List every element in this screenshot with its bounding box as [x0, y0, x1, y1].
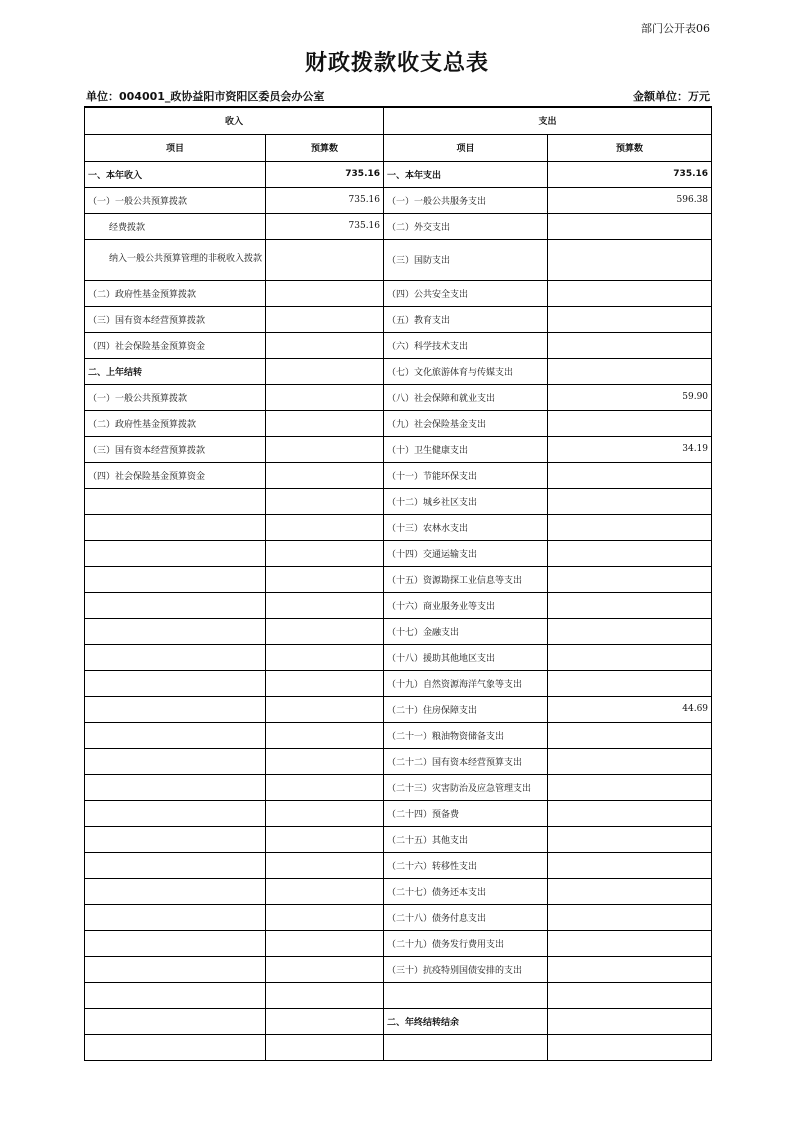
expense-budget-cell: 735.16 [548, 161, 712, 187]
income-item-cell [85, 514, 266, 540]
expense-budget-cell [548, 306, 712, 332]
income-budget-cell [266, 644, 384, 670]
income-item-cell [85, 852, 266, 878]
income-item-cell: （三）国有资本经营预算拨款 [85, 436, 266, 462]
expense-item-cell: （十一）节能环保支出 [384, 462, 548, 488]
expense-budget-cell [548, 826, 712, 852]
income-budget-cell [266, 436, 384, 462]
income-budget-cell [266, 592, 384, 618]
expense-item-cell: （十）卫生健康支出 [384, 436, 548, 462]
expense-item-cell: （一）一般公共服务支出 [384, 187, 548, 213]
expense-item-header: 项目 [384, 134, 548, 161]
table-row [85, 696, 712, 722]
expense-budget-cell [548, 592, 712, 618]
income-item-cell [85, 826, 266, 852]
table-row [85, 644, 712, 670]
expense-item-cell: （二十二）国有资本经营预算支出 [384, 748, 548, 774]
income-item-cell: （三）国有资本经营预算拨款 [85, 306, 266, 332]
expense-budget-cell [548, 800, 712, 826]
income-item-cell [85, 592, 266, 618]
expense-budget-cell [548, 644, 712, 670]
table-row [85, 280, 712, 306]
income-budget-cell [266, 462, 384, 488]
income-budget-cell [266, 618, 384, 644]
income-budget-cell [266, 358, 384, 384]
income-item-cell [85, 566, 266, 592]
expense-item-cell: （二十七）债务还本支出 [384, 878, 548, 904]
expense-item-cell: （九）社会保险基金支出 [384, 410, 548, 436]
income-item-cell [85, 670, 266, 696]
income-budget-cell [266, 748, 384, 774]
income-budget-cell [266, 982, 384, 1008]
income-budget-cell [266, 540, 384, 566]
income-budget-cell: 735.16 [266, 161, 384, 187]
income-budget-cell [266, 410, 384, 436]
expense-budget-cell [548, 852, 712, 878]
income-budget-cell [266, 1034, 384, 1060]
income-budget-cell [266, 1008, 384, 1034]
table-row [85, 878, 712, 904]
income-item-cell [85, 696, 266, 722]
income-item-cell [85, 930, 266, 956]
expense-item-cell: （二十六）转移性支出 [384, 852, 548, 878]
table-row [85, 462, 712, 488]
income-budget-cell [266, 956, 384, 982]
expense-item-cell: （十五）资源勘探工业信息等支出 [384, 566, 548, 592]
expense-item-cell: （十八）援助其他地区支出 [384, 644, 548, 670]
table-row [85, 722, 712, 748]
income-budget-cell [266, 826, 384, 852]
expense-header: 支出 [384, 107, 712, 134]
income-item-cell: （二）政府性基金预算拨款 [85, 280, 266, 306]
table-row [85, 800, 712, 826]
income-header: 收入 [85, 107, 384, 134]
page-title: 财政拨款收支总表 [304, 50, 489, 76]
income-budget-cell [266, 488, 384, 514]
expense-budget-cell [548, 1008, 712, 1034]
income-budget-cell [266, 239, 384, 280]
income-budget-cell [266, 514, 384, 540]
table-row [85, 332, 712, 358]
expense-budget-cell [548, 774, 712, 800]
expense-budget-cell [548, 878, 712, 904]
income-item-cell: 一、本年收入 [85, 161, 266, 187]
expense-item-cell: （十二）城乡社区支出 [384, 488, 548, 514]
expense-budget-cell [548, 748, 712, 774]
income-budget-cell [266, 280, 384, 306]
income-item-cell [85, 540, 266, 566]
table-row [85, 488, 712, 514]
budget-table [84, 106, 712, 1061]
table-row [85, 213, 712, 239]
form-number-label: 部门公开表06 [641, 22, 710, 35]
expense-item-cell [384, 982, 548, 1008]
expense-item-cell: （十九）自然资源海洋气象等支出 [384, 670, 548, 696]
table-row [85, 982, 712, 1008]
expense-item-cell: （二十五）其他支出 [384, 826, 548, 852]
expense-budget-cell: 596.38 [548, 187, 712, 213]
income-budget-cell [266, 904, 384, 930]
table-row [85, 358, 712, 384]
income-item-cell: 纳入一般公共预算管理的非税收入拨款 [85, 239, 266, 280]
expense-item-cell: （二十八）债务付息支出 [384, 904, 548, 930]
income-budget-header: 预算数 [266, 134, 384, 161]
income-budget-cell [266, 800, 384, 826]
expense-budget-cell: 34.19 [548, 436, 712, 462]
table-row [85, 1008, 712, 1034]
expense-item-cell: （二十四）预备费 [384, 800, 548, 826]
expense-budget-cell [548, 982, 712, 1008]
income-item-cell [85, 1008, 266, 1034]
expense-budget-cell [548, 213, 712, 239]
expense-budget-cell [548, 566, 712, 592]
table-row [85, 161, 712, 187]
table-row [85, 306, 712, 332]
table-row [85, 826, 712, 852]
table-row [85, 566, 712, 592]
income-budget-cell [266, 774, 384, 800]
unit-label: 单位：004001_政协益阳市资阳区委员会办公室 [86, 90, 325, 103]
income-item-cell [85, 1034, 266, 1060]
table-row [85, 1034, 712, 1060]
expense-budget-cell [548, 462, 712, 488]
income-budget-cell [266, 696, 384, 722]
expense-item-cell: （十七）金融支出 [384, 618, 548, 644]
table-row [85, 670, 712, 696]
expense-budget-cell [548, 488, 712, 514]
income-item-cell [85, 722, 266, 748]
expense-budget-cell [548, 956, 712, 982]
income-item-cell [85, 618, 266, 644]
income-budget-cell: 735.16 [266, 187, 384, 213]
income-item-cell [85, 800, 266, 826]
table-row [85, 956, 712, 982]
table-row [85, 904, 712, 930]
income-budget-cell [266, 332, 384, 358]
expense-item-cell: （八）社会保障和就业支出 [384, 384, 548, 410]
income-budget-cell [266, 878, 384, 904]
expense-item-cell: 一、本年支出 [384, 161, 548, 187]
expense-item-cell: 二、年终结转结余 [384, 1008, 548, 1034]
income-item-cell [85, 774, 266, 800]
expense-budget-cell [548, 1034, 712, 1060]
expense-item-cell [384, 1034, 548, 1060]
expense-item-cell: （十四）交通运输支出 [384, 540, 548, 566]
expense-budget-cell [548, 410, 712, 436]
expense-budget-header: 预算数 [548, 134, 712, 161]
income-item-cell [85, 982, 266, 1008]
income-item-cell [85, 748, 266, 774]
expense-item-cell: （十三）农林水支出 [384, 514, 548, 540]
income-budget-cell [266, 566, 384, 592]
income-budget-cell: 735.16 [266, 213, 384, 239]
expense-budget-cell [548, 280, 712, 306]
income-item-cell: 经费拨款 [85, 213, 266, 239]
expense-budget-cell [548, 332, 712, 358]
expense-item-cell: （二十一）粮油物资储备支出 [384, 722, 548, 748]
expense-item-cell: （三十）抗疫特别国债安排的支出 [384, 956, 548, 982]
income-item-cell [85, 904, 266, 930]
table-row [85, 514, 712, 540]
expense-item-cell: （二十三）灾害防治及应急管理支出 [384, 774, 548, 800]
table-row [85, 410, 712, 436]
table-row [85, 384, 712, 410]
income-budget-cell [266, 306, 384, 332]
table-row [85, 930, 712, 956]
expense-item-cell: （十六）商业服务业等支出 [384, 592, 548, 618]
income-item-cell: （四）社会保险基金预算资金 [85, 332, 266, 358]
table-row [85, 436, 712, 462]
income-budget-cell [266, 384, 384, 410]
table-row [85, 239, 712, 280]
table-row [85, 592, 712, 618]
expense-budget-cell [548, 722, 712, 748]
income-item-cell [85, 956, 266, 982]
income-item-cell [85, 644, 266, 670]
expense-budget-cell [548, 358, 712, 384]
income-item-header: 项目 [85, 134, 266, 161]
income-budget-cell [266, 930, 384, 956]
income-item-cell: （一）一般公共预算拨款 [85, 384, 266, 410]
table-row [85, 187, 712, 213]
expense-budget-cell [548, 239, 712, 280]
income-item-cell [85, 488, 266, 514]
income-item-cell: （四）社会保险基金预算资金 [85, 462, 266, 488]
table-row [85, 852, 712, 878]
income-item-cell: （二）政府性基金预算拨款 [85, 410, 266, 436]
table-row [85, 748, 712, 774]
expense-item-cell: （五）教育支出 [384, 306, 548, 332]
income-budget-cell [266, 852, 384, 878]
income-item-cell [85, 878, 266, 904]
income-budget-cell [266, 670, 384, 696]
expense-budget-cell [548, 930, 712, 956]
table-row [85, 540, 712, 566]
expense-budget-cell [548, 618, 712, 644]
income-budget-cell [266, 722, 384, 748]
table-row [85, 774, 712, 800]
expense-item-cell: （四）公共安全支出 [384, 280, 548, 306]
expense-budget-cell [548, 514, 712, 540]
income-item-cell: （一）一般公共预算拨款 [85, 187, 266, 213]
income-item-cell: 二、上年结转 [85, 358, 266, 384]
expense-item-cell: （七）文化旅游体育与传媒支出 [384, 358, 548, 384]
expense-item-cell: （二）外交支出 [384, 213, 548, 239]
expense-budget-cell [548, 540, 712, 566]
expense-budget-cell: 59.90 [548, 384, 712, 410]
expense-budget-cell [548, 904, 712, 930]
expense-item-cell: （六）科学技术支出 [384, 332, 548, 358]
expense-item-cell: （二十）住房保障支出 [384, 696, 548, 722]
expense-item-cell: （三）国防支出 [384, 239, 548, 280]
expense-budget-cell [548, 670, 712, 696]
amount-unit-label: 金额单位：万元 [633, 90, 710, 103]
table-row [85, 618, 712, 644]
expense-budget-cell: 44.69 [548, 696, 712, 722]
expense-item-cell: （二十九）债务发行费用支出 [384, 930, 548, 956]
